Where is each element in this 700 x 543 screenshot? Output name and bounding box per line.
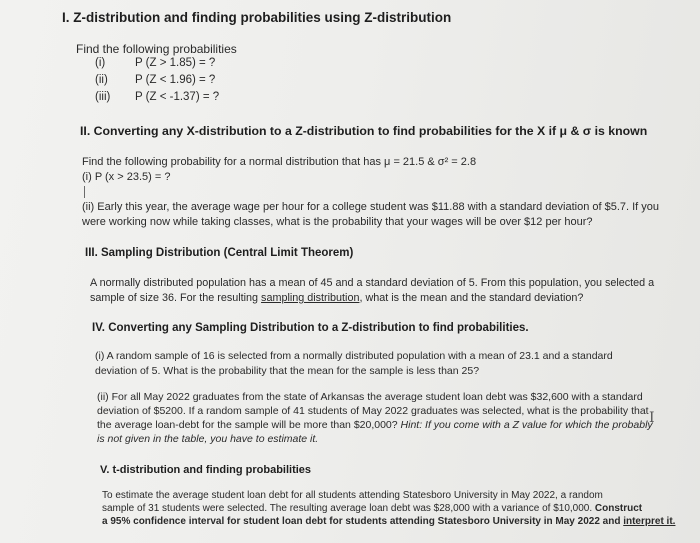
section4-p1-line2: deviation of 5. What is the probability that the mean for the sample is less than 25? — [95, 365, 480, 377]
section4-p2-line4: is not given in the table, you have to estimate it. — [97, 433, 319, 445]
section4-p2-line1: (ii) For all May 2022 graduates from the state of Arkansas the average student loan debt was $32,600 with a standard — [97, 391, 643, 403]
section3-line2-pre: sample of size 36. For the resulting — [90, 292, 262, 304]
section2-line1: Find the following probability for a normal distribution that has μ = 21.5 & σ² = 2.8 — [82, 156, 477, 168]
section1-item-expr: P (Z > 1.85) = ? — [135, 57, 216, 69]
section5-line1: To estimate the average student loan debt for all students attending Statesboro University in May 2022, a random — [102, 490, 603, 501]
section2-para-line2: were working now while taking classes, what is the probability that your wages will be over $12 per hour? — [82, 216, 593, 228]
section5-line2 — [102, 503, 642, 514]
section4-p2-line3 — [97, 419, 653, 431]
section1-heading: I. Z-distribution and finding probabilities using Z-distribution — [62, 10, 452, 25]
section5-line2-bold: Construct — [594, 503, 643, 514]
section1-item-num: (ii) — [95, 74, 108, 86]
section5-line2-pre: sample of 31 students were selected. The resulting average loan debt was $28,000 with a variance of $10,000. — [102, 503, 595, 514]
text-cursor-icon — [84, 186, 85, 198]
section1-intro: Find the following probabilities — [76, 42, 237, 56]
section3-line2-post: , what is the mean and the standard deviation? — [359, 292, 584, 304]
section4-p2-line2: deviation of $5200. If a random sample of 41 students of May 2022 graduates was selected, what is the probability that — [97, 405, 649, 417]
section4-hint: Hint: If you come with a Z value for which the probably — [400, 419, 653, 431]
section3-line2 — [90, 292, 583, 304]
section4-p2-line3-pre: the average loan-debt for the sample will be more than $20,000? — [97, 419, 401, 431]
section5-heading: V. t-distribution and finding probabilities — [100, 464, 312, 476]
section1-item-num: (iii) — [95, 91, 111, 103]
section1-item-expr: P (Z < 1.96) = ? — [135, 74, 216, 86]
section3-line1: A normally distributed population has a mean of 45 and a standard deviation of 5. From this population, you selected a — [90, 277, 655, 289]
text-cursor-icon: I — [649, 410, 655, 426]
section1-item-num: (i) — [95, 57, 106, 69]
section5-line3 — [102, 516, 675, 527]
sampling-distribution-link[interactable]: sampling distribution — [261, 292, 360, 304]
section4-p1-line1: (i) A random sample of 16 is selected from a normally distributed population with a mean of 23.1 and a standard — [95, 350, 613, 362]
section2-heading: II. Converting any X-distribution to a Z-distribution to find probabilities for the X if μ & σ is known — [80, 124, 648, 138]
section2-para-line1: (ii) Early this year, the average wage per hour for a college student was $11.88 with a standard deviation of $5.7. If you — [82, 201, 660, 213]
interpret-it-link[interactable]: interpret it. — [623, 516, 676, 527]
section5-line3-bold: a 95% confidence interval for student loan debt for students attending Statesboro University in May 2022 and — [102, 516, 624, 527]
section3-heading: III. Sampling Distribution (Central Limit Theorem) — [85, 247, 354, 259]
section1-item-expr: P (Z < -1.37) = ? — [135, 91, 220, 103]
section2-line2: (i) P (x > 23.5) = ? — [82, 171, 171, 183]
section4-heading: IV. Converting any Sampling Distribution to a Z-distribution to find probabilities. — [92, 322, 529, 334]
